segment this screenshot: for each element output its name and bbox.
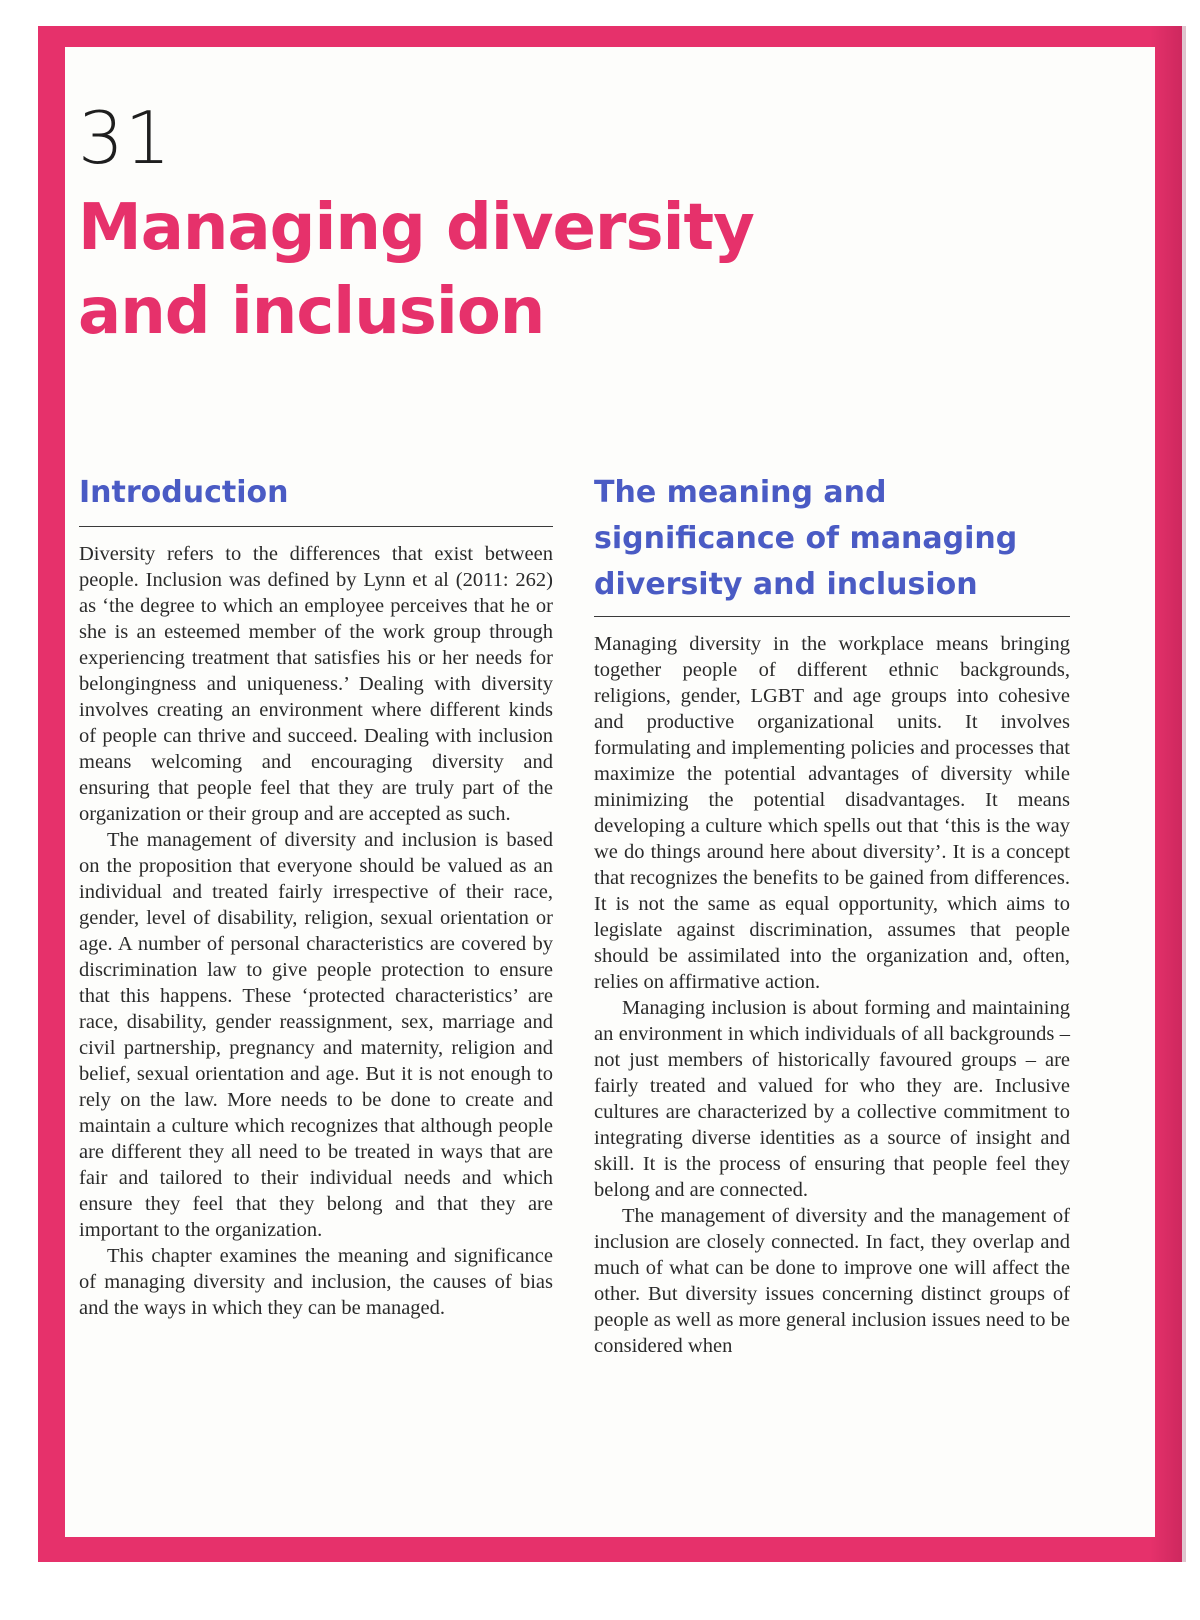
introduction-paragraph: Diversity refers to the differences that exist between people. Inclusion was defined by Lynn et al (2011: 262) as ‘the degree to which an employee perceives that he or she is an esteemed member of the work group through experiencing treatment that satisfies his or her needs for belongingness and uniqueness.’ Dealing with diversity involves creating an environment where different kinds of people can thrive and succeed. Dealing with inclusion means welcoming and encouraging diversity and ensuring that people feel that they are truly part of the organization or their group and are accepted as such. [79, 543, 553, 825]
page-spine-shadow [1150, 26, 1186, 1562]
meaning-paragraph: Managing diversity in the workplace means bringing together people of different ethnic backgrounds, religions, gender, LGBT and age groups into cohesive and productive organizational units. It involves formulating and implementing policies and processes that maximize the potential advantages of diversity while minimizing the potential disadvantages. It means developing a culture which spells out that ‘this is the way we do things around here about diversity’. It is a concept that recognizes the benefits to be gained from differences. It is not the same as equal opportunity, which aims to legislate against discrimination, assumes that people should be assimilated into the organization and, often, relies on affirmative action. [594, 633, 1070, 993]
meaning-section [594, 470, 1070, 1359]
meaning-paragraph: The management of diversity and the management of inclusion are closely connected. In fact, they overlap and much of what can be done to improve one will affect the other. But diversity issues concerning distinct groups of people as well as more general inclusion issues need to be considered when [594, 1205, 1070, 1357]
chapter-number: 31 [78, 96, 172, 180]
introduction-paragraph: The management of diversity and inclusion is based on the proposition that everyone should be valued as an individual and treated fairly irrespective of their race, gender, level of disability, religion, sexual orientation or age. A number of personal characteristics are covered by discrimination law to give people protection to ensure that this happens. These ‘protected characteristics’ are race, disability, gender reassignment, sex, marriage and civil partnership, pregnancy and maternity, religion and belief, sexual orientation and age. But it is not enough to rely on the law. More needs to be done to create and maintain a culture which recognizes that although people are different they all need to be treated in ways that are fair and tailored to their individual needs and which ensure they feel that they belong and that they are important to the organization. [79, 829, 553, 1241]
meaning-paragraph: Managing inclusion is about forming and maintaining an environment in which individuals of all backgrounds – not just members of historically favoured groups – are fairly treated and valued for who they are. Inclusive cultures are characterized by a collective commitment to integrating diverse identities as a source of insight and skill. It is the process of ensuring that people feel they belong and are connected. [594, 997, 1070, 1201]
chapter-title: Managing diversity and inclusion [78, 191, 754, 349]
introduction-section [79, 470, 553, 1321]
introduction-heading: Introduction [79, 470, 553, 527]
meaning-heading: The meaning and significance of managing diversity and inclusion [594, 470, 1070, 617]
introduction-paragraph: This chapter examines the meaning and significance of managing diversity and inclusion, the causes of bias and the ways in which they can be managed. [79, 1245, 553, 1319]
